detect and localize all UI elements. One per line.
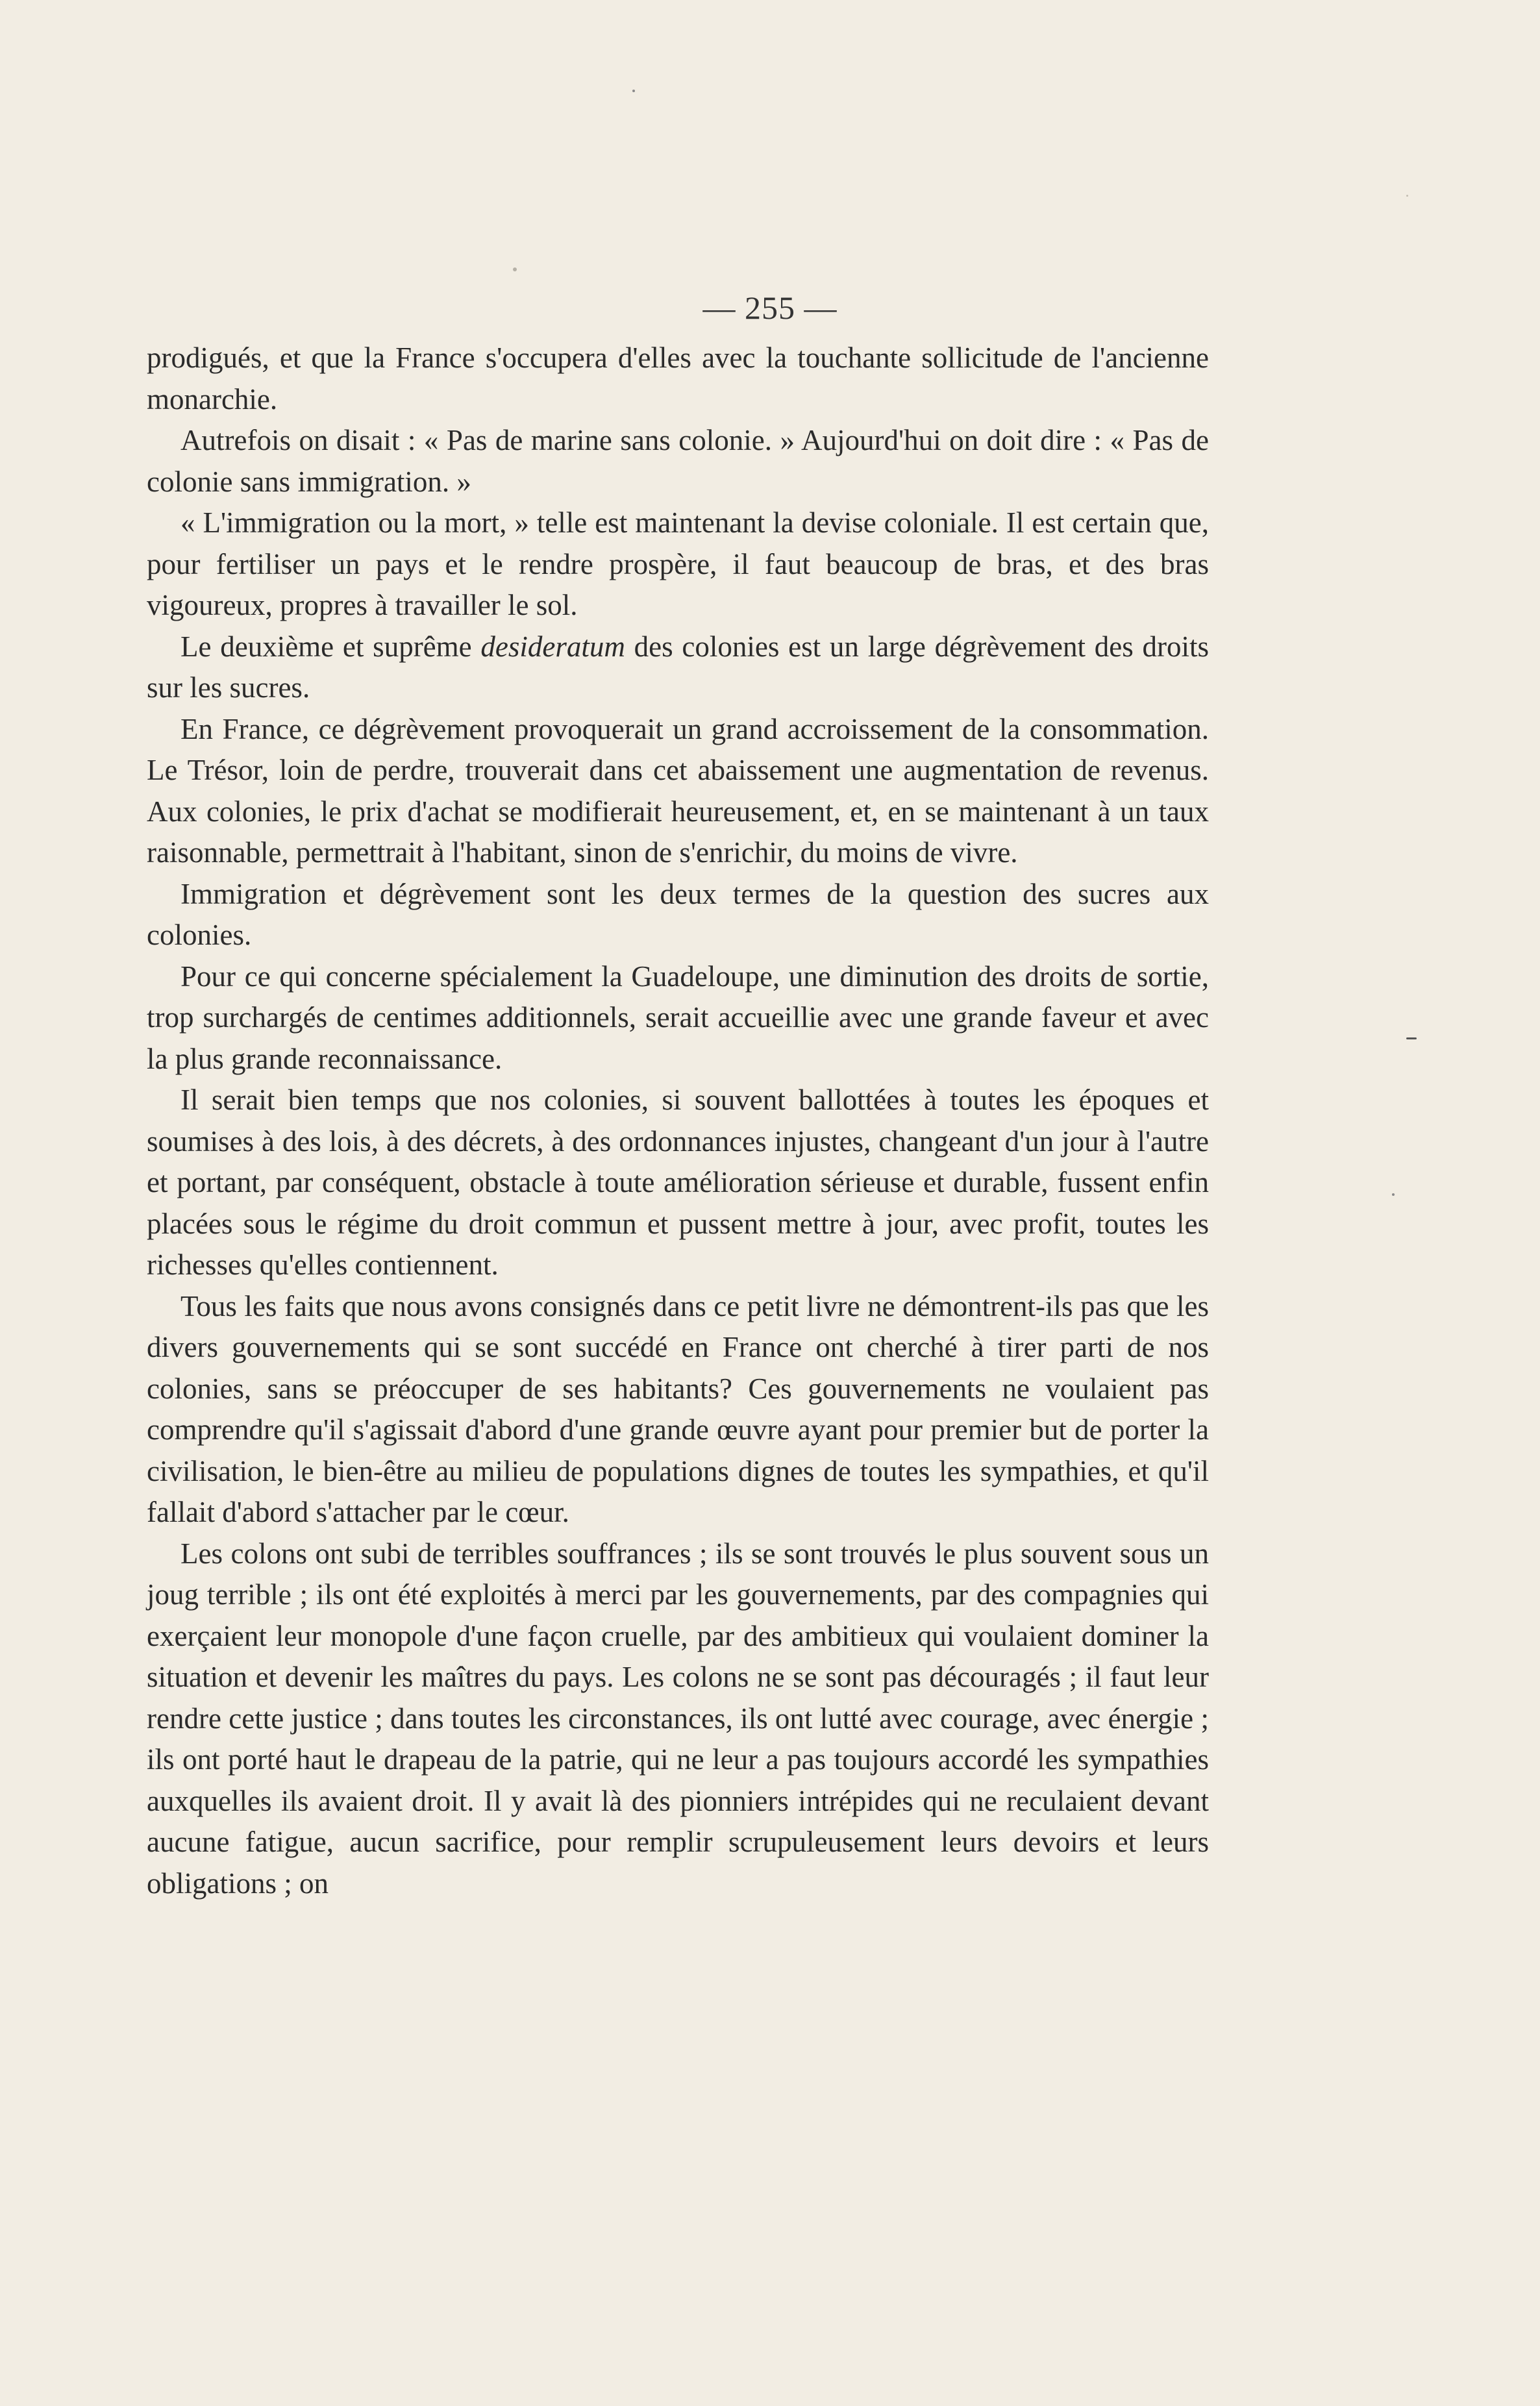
paragraph-4 bbox=[147, 626, 1209, 709]
paragraph-3: « L'immigration ou la mort, » telle est maintenant la devise coloniale. Il est certain que, pour fertiliser un pays et le rendre prospère, il faut beaucoup de bras, et des bras vigoureux, propres à travailler le sol. bbox=[147, 506, 1209, 621]
paragraph-8: Il serait bien temps que nos colonies, si souvent ballottées à toutes les époques et soumises à des lois, à des décrets, à des ordonnances injustes, changeant d'un jour à l'autre et portant, par conséquent, obstacle à toute amélioration sérieuse et durable, fussent enfin placées sous le régime du droit commun et pussent mettre à jour, avec profit, toutes les richesses qu'elles contiennent. bbox=[147, 1084, 1209, 1281]
paragraph-1: prodigués, et que la France s'occupera d'elles avec la touchante sollicitude de l'ancienne monarchie. bbox=[147, 341, 1209, 415]
paragraph-4-before: Le deuxième et suprême bbox=[180, 630, 481, 663]
paragraph-10: Les colons ont subi de terribles souffrances ; ils se sont trouvés le plus souvent sous un joug terrible ; ils ont été exploités à merci par les gouvernements, par des compagnies qui exerçaient leur monopole d'une façon cruelle, par des ambitieux qui voulaient dominer la situation et devenir les maîtres du pays. Les colons ne se sont pas découragés ; il faut leur rendre cette justice ; dans toutes les circonstances, ils ont lutté avec courage, avec énergie ; ils ont porté haut le drapeau de la patrie, qui ne leur a pas toujours accordé les sympathies auxquelles ils avaient droit. Il y avait là des pionniers intrépides qui ne reculaient devant aucune fatigue, aucun sacrifice, pour remplir scrupuleusement leurs devoirs et leurs obligations ; on bbox=[147, 1537, 1209, 1900]
paragraph-4-italic: desideratum bbox=[480, 630, 625, 663]
paragraph-5: En France, ce dégrèvement provoquerait un grand accroissement de la consommation. Le Trésor, loin de perdre, trouverait dans cet abaissement une augmentation de revenus. Aux colonies, le prix d'achat se modifierait heureusement, et, en se maintenant à un taux raisonnable, permettrait à l'habitant, sinon de s'enrichir, du moins de vivre. bbox=[147, 712, 1209, 869]
margin-mark bbox=[1406, 1037, 1417, 1039]
paragraph-7: Pour ce qui concerne spécialement la Guadeloupe, une diminution des droits de sortie, trop surchargés de centimes additionnels, serait accueillie avec une grande faveur et avec la plus grande reconnaissance. bbox=[147, 960, 1209, 1075]
paragraph-9: Tous les faits que nous avons consignés dans ce petit livre ne démontrent-ils pas que les divers gouvernements qui se sont succédé en France ont cherché à tirer parti de nos colonies, sans se préoccuper de ses habitants? Ces gouvernements ne voulaient pas comprendre qu'il s'agissait d'abord d'une grande œuvre ayant pour premier but de porter la civilisation, le bien-être au milieu de populations dignes de toutes les sympathies, et qu'il fallait d'abord s'attacher par le cœur. bbox=[147, 1289, 1209, 1528]
body-text bbox=[147, 338, 1209, 1904]
margin-speck bbox=[1392, 1193, 1395, 1196]
paragraph-6: Immigration et dégrèvement sont les deux termes de la question des sucres aux colonies. bbox=[147, 877, 1209, 951]
paragraph-2: Autrefois on disait : « Pas de marine sans colonie. » Aujourd'hui on doit dire : « Pas de colonie sans immigration. » bbox=[147, 424, 1209, 498]
paper-speck bbox=[1406, 195, 1408, 197]
page-number: — 255 — bbox=[702, 290, 838, 326]
paper-speck bbox=[632, 90, 635, 92]
paragraph-4-after: des colonies est un large dégrèvement des droits sur les sucres. bbox=[147, 630, 1209, 704]
paper-speck bbox=[513, 267, 517, 271]
